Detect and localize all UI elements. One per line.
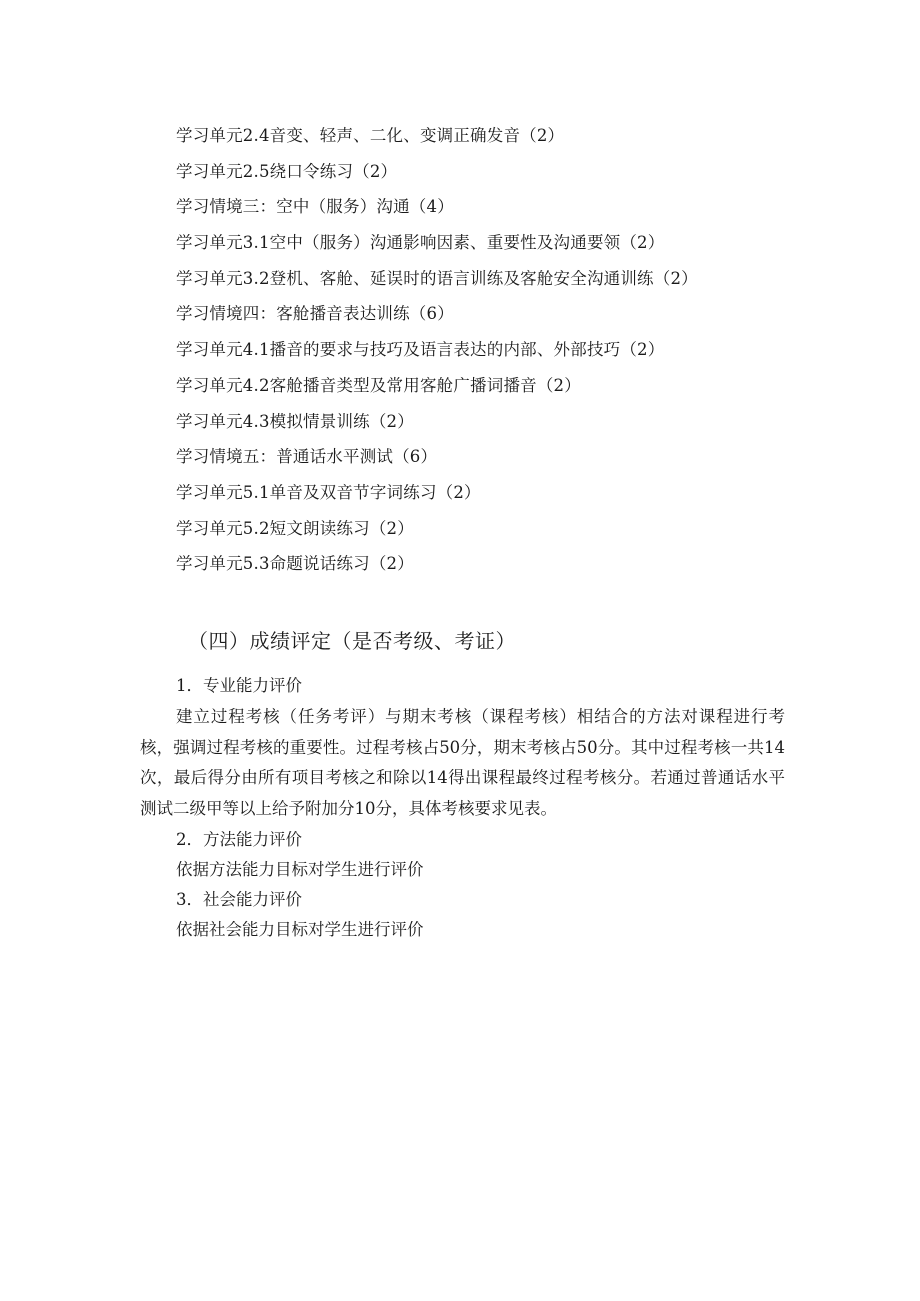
list-item: 学习单元5.1单音及双音节字词练习（2）	[176, 482, 481, 502]
list-item: 学习情境五：普通话水平测试（6）	[176, 447, 438, 467]
list-item: 学习单元3.1空中（服务）沟通影响因素、重要性及沟通要领（2）	[176, 233, 665, 253]
item-2-heading: 2．方法能力评价	[176, 830, 302, 849]
learning-unit-list	[176, 118, 698, 582]
list-item: 学习情境四：客舱播音表达训练（6）	[176, 304, 454, 324]
list-item: 学习单元4.1播音的要求与技巧及语言表达的内部、外部技巧（2）	[176, 340, 665, 360]
list-item: 学习单元4.2客舱播音类型及常用客舱广播词播音（2）	[176, 375, 581, 395]
item-1-heading: 1．专业能力评价	[176, 676, 302, 695]
list-item: 学习单元5.2短文朗读练习（2）	[176, 518, 414, 538]
item-1-paragraph: 建立过程考核（任务考评）与期末考核（课程考核）相结合的方法对课程进行考核，强调过程考核的重要性。过程考核占50分，期末考核占50分。其中过程考核一共14次，最后得分由所有项目考核之和除以14得出课程最终过程考核分。若通过普通话水平测试二级甲等以上给予附加分10分，具体考核要求见表。	[140, 707, 785, 818]
list-item: 学习单元4.3模拟情景训练（2）	[176, 411, 414, 431]
item-3-heading: 3．社会能力评价	[176, 890, 302, 909]
list-item: 学习单元3.2登机、客舱、延误时的语言训练及客舱安全沟通训练（2）	[176, 268, 698, 288]
list-item: 学习单元2.5绕口令练习（2）	[176, 161, 398, 181]
list-item: 学习单元2.4音变、轻声、二化、变调正确发音（2）	[176, 126, 565, 145]
section-heading: （四）成绩评定（是否考级、考证）	[188, 629, 516, 653]
list-item: 学习单元5.3命题说话练习（2）	[176, 554, 414, 574]
item-2-paragraph: 依据方法能力目标对学生进行评价	[176, 860, 424, 879]
item-3-paragraph: 依据社会能力目标对学生进行评价	[176, 920, 424, 939]
list-item: 学习情境三：空中（服务）沟通（4）	[176, 197, 454, 217]
